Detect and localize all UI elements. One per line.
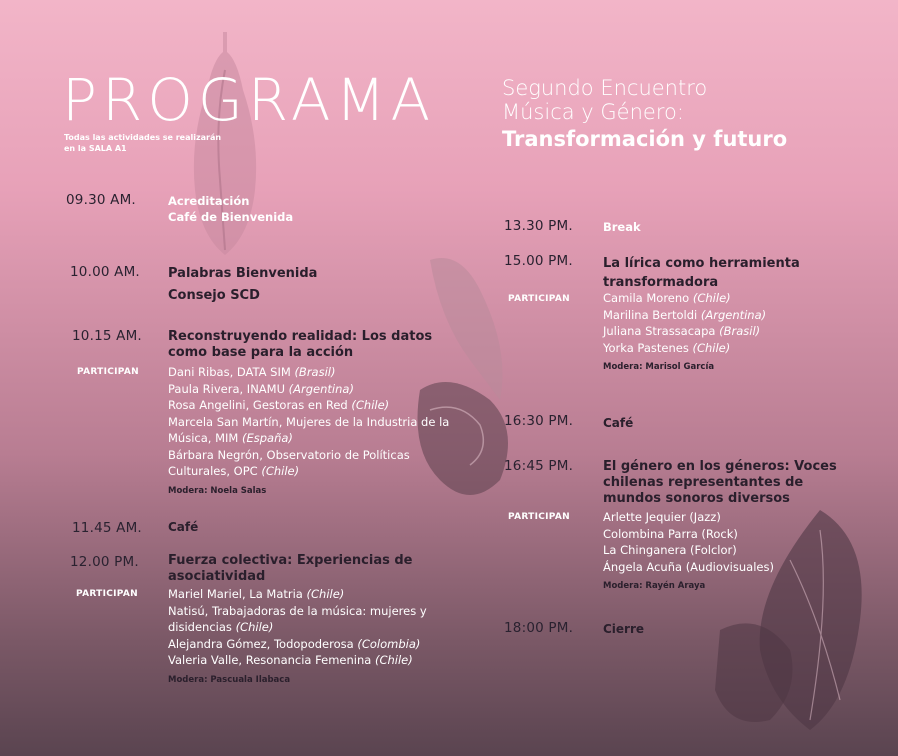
page-title: PROGRAMA [62, 66, 436, 134]
participants-list: Mariel Mariel, La Matria (Chile) Natisú, Trabajadoras de la música: mujeres y disidencias (Chile) Alejandra Gómez, Todopoderosa (Colombia) Valeria Valle, Resonancia Femenina (Chile) Modera: Pascuala Ilabaca [168, 586, 427, 688]
time-1145: 11.45 AM. [72, 520, 142, 536]
participan-label: PARTICIPAN [508, 512, 570, 522]
session-title: La lírica como herramienta transformadora [603, 256, 800, 290]
item-cafe: Café [168, 520, 199, 534]
moderator: Modera: Pascuala Ilabaca [168, 674, 291, 685]
time-1630: 16:30 PM. [504, 413, 574, 429]
moderator: Modera: Rayén Araya [603, 581, 706, 591]
time-1000: 10.00 AM. [70, 264, 140, 280]
participan-label: PARTICIPAN [77, 367, 139, 377]
participan-label: PARTICIPAN [76, 589, 138, 599]
time-1015: 10.15 AM. [72, 328, 142, 344]
venue-note: Todas las actividades se realizarán en la SALA A1 [64, 133, 222, 153]
session-title: Reconstruyendo realidad: Los datos como base para la acción [168, 329, 433, 360]
participan-label: PARTICIPAN [508, 294, 570, 304]
time-1645: 16:45 PM. [504, 458, 574, 474]
item-acreditacion: Acreditación Café de Bienvenida [168, 194, 294, 224]
time-1330: 13.30 PM. [504, 218, 573, 234]
item-break: Break [603, 220, 641, 234]
participants-list: Camila Moreno (Chile) Marilina Bertoldi (Argentina) Juliana Strassacapa (Brasil) Yorka Pastenes (Chile) Modera: Marisol García [603, 290, 766, 376]
time-1500: 15.00 PM. [504, 253, 573, 269]
time-1200: 12.00 PM. [70, 554, 139, 570]
moderator: Modera: Marisol García [603, 362, 715, 372]
event-title: Segundo Encuentro Música y Género: Transformación y futuro [502, 76, 788, 151]
session-title: El género en los géneros: Voces chilenas representantes de mundos sonoros diversos [603, 459, 837, 506]
item-palabras: Palabras Bienvenida Consejo SCD [168, 266, 318, 303]
moderator: Modera: Noela Salas [168, 485, 267, 496]
participants-list: Arlette Jequier (Jazz) Colombina Parra (Rock) La Chinganera (Folclor) Ángela Acuña (Audiovisuales) Modera: Rayén Araya [603, 509, 774, 595]
participants-list: Dani Ribas, DATA SIM (Brasil) Paula Rivera, INAMU (Argentina) Rosa Angelini, Gestoras en Red (Chile) Marcela San Martín, Mujeres de la Industria de la Música, MIM (España) Bárbara Negrón, Observatorio de Políticas Culturales, OPC (Chile) Modera: Noela Salas [168, 364, 449, 499]
time-1800: 18:00 PM. [504, 620, 574, 636]
item-cafe: Café [603, 416, 634, 430]
time-0930: 09.30 AM. [66, 192, 136, 208]
session-title: Fuerza colectiva: Experiencias de asociatividad [168, 553, 413, 584]
item-cierre: Cierre [603, 622, 645, 636]
